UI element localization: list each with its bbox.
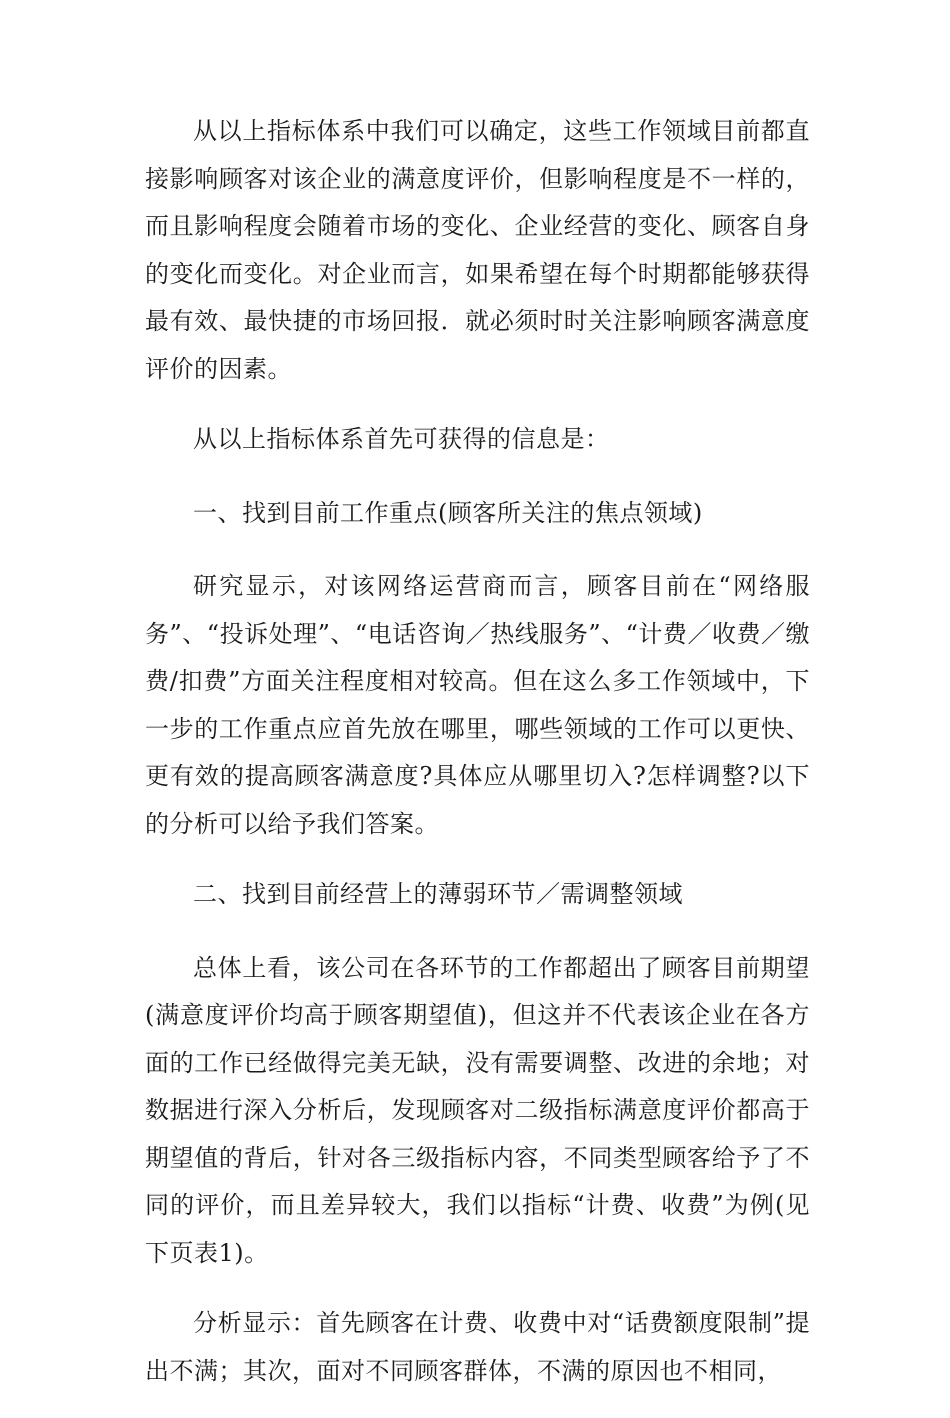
document-body [145,108,810,1418]
heading-section-1: 一、找到目前工作重点(顾客所关注的焦点领域) [193,498,703,527]
paragraph-analysis: 分析显示：首先顾客在计费、收费中对“话费额度限制”提出不满；其次，面对不同顾客群体，不满的原因也不相同， [145,1309,810,1385]
paragraph-info-lead: 从以上指标体系首先可获得的信息是： [193,425,610,453]
paragraph-overall: 总体上看，该公司在各环节的工作都超出了顾客目前期望(满意度评价均高于顾客期望值)，但这并不代表该企业在各方面的工作已经做得完美无缺，没有需要调整、改进的余地；对数据进行深入分析后，发现顾客对二级指标满意度评价都高于期望值的背后，针对各三级指标内容，不同类型顾客给予了不同的评价，而且差异较大，我们以指标“计费、收费”为例(见下页表1)。 [145,953,810,1267]
paragraph-research: 研究显示，对该网络运营商而言，顾客目前在“网络服务”、“投诉处理”、“电话咨询／热线服务”、“计费／收费／缴费/扣费”方面关注程度相对较高。但在这么多工作领域中，下一步的工作重点应首先放在哪里，哪些领域的工作可以更快、更有效的提高顾客满意度?具体应从哪里切入?怎样调整?以下的分析可以给予我们答案。 [145,572,810,838]
paragraph-intro: 从以上指标体系中我们可以确定，这些工作领域目前都直接影响顾客对该企业的满意度评价，但影响程度是不一样的，而且影响程度会随着市场的变化、企业经营的变化、顾客自身的变化而变化。对企业而言，如果希望在每个时期都能够获得最有效、最快捷的市场回报．就必须时时关注影响顾客满意度评价的因素。 [145,117,810,383]
heading-section-2: 二、找到目前经营上的薄弱环节／需调整领域 [193,880,683,908]
